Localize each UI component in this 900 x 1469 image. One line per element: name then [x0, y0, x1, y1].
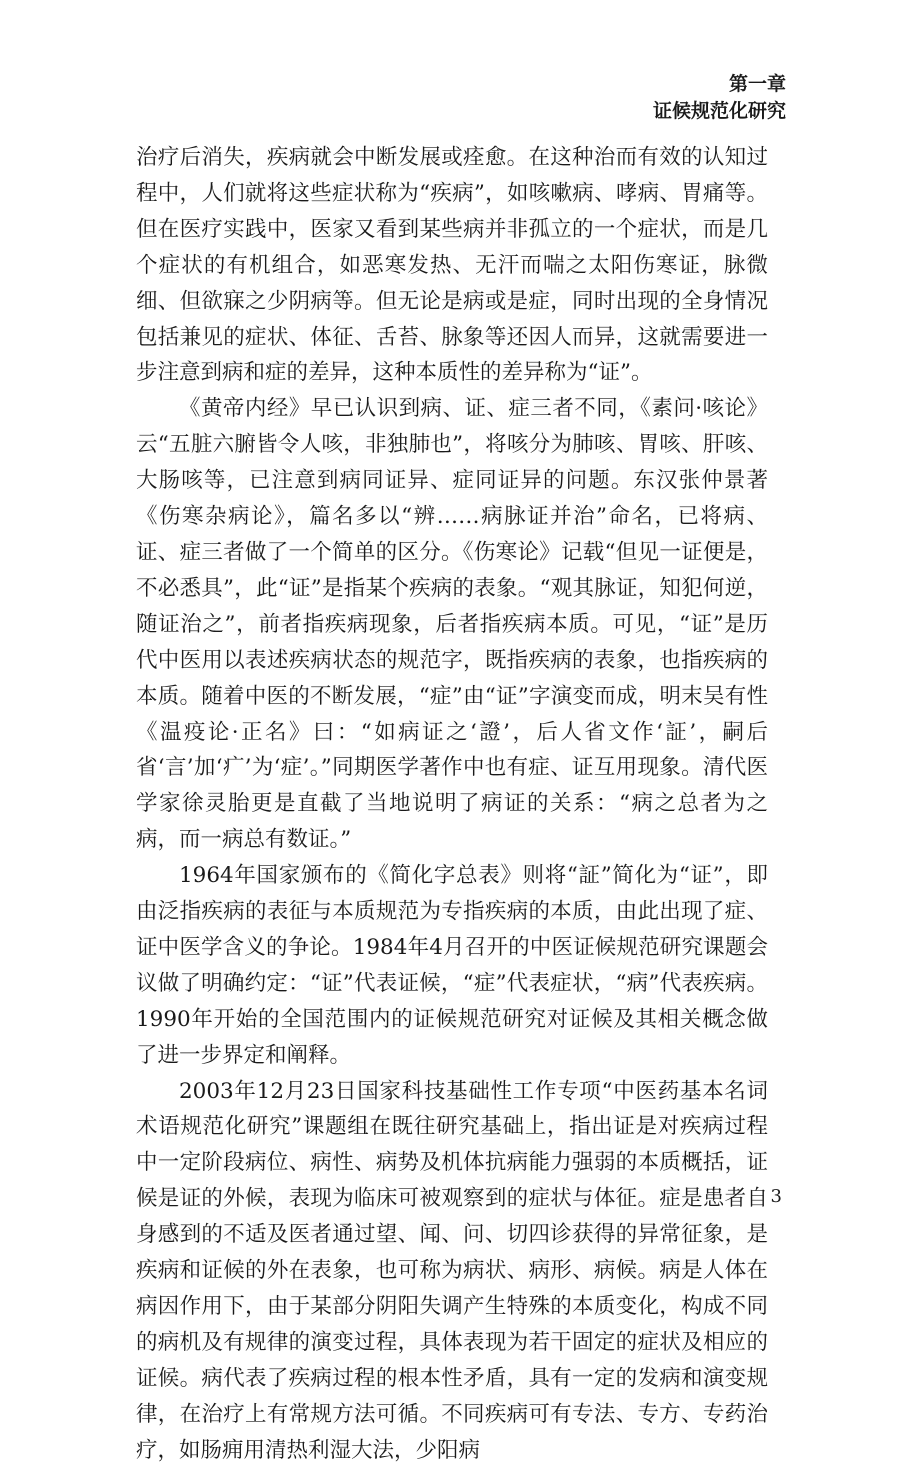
paragraph-2003: 2003年12月23日国家科技基础性工作专项“中医药基本名词术语规范化研究”课题组在既往研究基础上，指出证是对疾病过程中一定阶段病位、病性、病势及机体抗病能力强弱的本质概括，证候是证的外候，表现为临床可被观察到的症状与体征。症是患者自身感到的不适及医者通过望、闻、问、切四诊获得的异常征象，是疾病和证候的外在表象，也可称为病状、病形、病候。病是人体在病因作用下，由于某部分阴阳失调产生特殊的本质变化，构成不同的病机及有规律的演变过程，具体表现为若干固定的症状及相应的证候。病代表了疾病过程的根本性矛盾，具有一定的发病和演变规律，在治疗上有常规方法可循。不同疾病可有专法、专方、专药治疗，如肠痈用清热利湿大法，少阳病 — [136, 1078, 768, 1463]
paragraph-1964: 1964年国家颁布的《简化字总表》则将“証”简化为“证”，即由泛指疾病的表征与本质规范为专指疾病的本质，由此出现了症、证中医学含义的争论。1984年4月召开的中医证候规范研究课题会议做了明确约定：“证”代表证候，“症”代表症状，“病”代表疾病。1990年开始的全国范围内的证候规范研究对证候及其相关概念做了进一步界定和阐释。 — [136, 863, 768, 1068]
paragraph-neijing: 《黄帝内经》早已认识到病、证、症三者不同，《素问·咳论》云“五脏六腑皆令人咳，非独肺也”，将咳分为肺咳、胃咳、肝咳、大肠咳等，已注意到病同证异、症同证异的问题。东汉张仲景著《伤寒杂病论》，篇名多以“辨……病脉证并治”命名，已将病、证、症三者做了一个简单的区分。《伤寒论》记载“但见一证便是，不必悉具”，此“证”是指某个疾病的表象。“观其脉证，知犯何逆，随证治之”，前者指疾病现象，后者指疾病本质。可见，“证”是历代中医用以表述疾病状态的规范字，既指疾病的表象，也指疾病的本质。随着中医的不断发展，“症”由“证”字演变而成，明末吴有性《温疫论·正名》曰：“如病证之‘證’，后人省文作‘証’，嗣后省‘言’加‘疒’为‘症’。”同期医学著作中也有症、证互用现象。清代医学家徐灵胎更是直截了当地说明了病证的关系：“病之总者为之病，而一病总有数证。” — [136, 396, 768, 853]
chapter-title: 第一章 — [728, 73, 786, 95]
paragraph-continued: 治疗后消失，疾病就会中断发展或痊愈。在这种治而有效的认知过程中，人们就将这些症状称为“疾病”，如咳嗽病、哮病、胃痛等。但在医疗实践中，医家又看到某些病并非孤立的一个症状，而是几个症状的有机组合，如恶寒发热、无汗而喘之太阳伤寒证，脉微细、但欲寐之少阴病等。但无论是病或是症，同时出现的全身情况包括兼见的症状、体征、舌苔、脉象等还因人而异，这就需要进一步注意到病和症的差异，这种本质性的差异称为“证”。 — [136, 145, 768, 386]
section-title: 证候规范化研究 — [652, 100, 786, 122]
body-text — [136, 140, 768, 1469]
running-head — [653, 72, 786, 124]
page-number: 3 — [770, 1186, 782, 1207]
